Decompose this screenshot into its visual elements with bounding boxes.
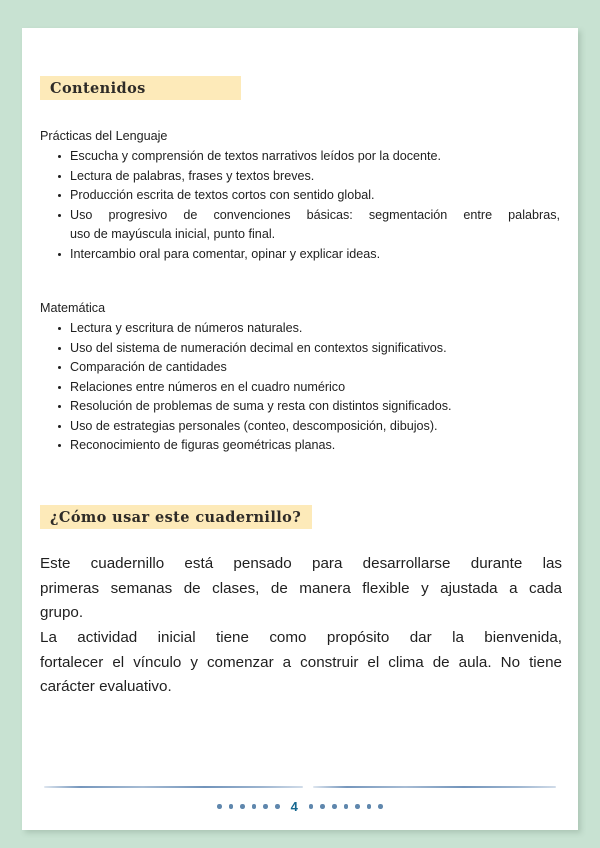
list-item-text-line-2: uso de mayúscula inicial, punto final.	[70, 227, 276, 242]
list-item-text: Relaciones entre números en el cuadro numérico	[70, 379, 346, 394]
body-text-block	[40, 552, 562, 700]
list-item-text: Escucha y comprensión de textos narrativos leídos por la docente.	[70, 149, 442, 163]
paragraph-1-line-2: primeras semanas de clases, de manera flexible y ajustada a cada	[40, 579, 562, 597]
list-item-text: Uso del sistema de numeración decimal en contextos significativos.	[70, 340, 447, 355]
page-number: 4	[290, 799, 298, 814]
footer-divider	[22, 784, 578, 790]
list-item-text: Resolución de problemas de suma y resta con distintos significados.	[70, 399, 452, 414]
bullet-list-matematica	[40, 319, 560, 456]
list-item	[40, 147, 560, 167]
footer-divider-right-segment	[313, 786, 556, 788]
list-item	[40, 358, 560, 378]
list-item	[40, 339, 560, 359]
list-item	[40, 245, 560, 265]
paragraph-1	[40, 552, 562, 626]
footer-dot	[217, 804, 222, 809]
paragraph-2-line-1: La actividad inicial tiene como propósito dar la bienvenida,	[40, 628, 562, 646]
footer-dot	[355, 804, 360, 809]
list-item-text: Comparación de cantidades	[70, 360, 227, 375]
list-item-text: Intercambio oral para comentar, opinar y explicar ideas.	[70, 246, 381, 261]
list-item	[40, 319, 560, 339]
list-item-text: Lectura y escritura de números naturales.	[70, 321, 303, 335]
section-heading-como-usar-label: ¿Cómo usar este cuadernillo?	[50, 508, 302, 526]
footer-dot	[309, 804, 314, 809]
group-matematica	[40, 300, 560, 456]
section-heading-contenidos-label: Contenidos	[50, 79, 146, 97]
paragraph-2-line-3: carácter evaluativo.	[40, 678, 172, 696]
footer-divider-left-segment	[44, 786, 303, 788]
footer-dot	[252, 804, 257, 809]
list-item-text: Lectura de palabras, frases y textos breves.	[70, 168, 315, 183]
section-heading-como-usar	[40, 505, 312, 529]
list-item-text: Reconocimiento de figuras geométricas planas.	[70, 438, 336, 453]
group-practicas-del-lenguaje	[40, 128, 560, 264]
footer-dot	[263, 804, 268, 809]
list-item	[40, 397, 560, 417]
footer-dot	[229, 804, 234, 809]
list-item	[40, 167, 560, 187]
group-title-lenguaje: Prácticas del Lenguaje	[40, 129, 168, 143]
list-item	[40, 378, 560, 398]
list-item-text: Uso de estrategias personales (conteo, descomposición, dibujos).	[70, 418, 438, 433]
footer-dot	[240, 804, 245, 809]
footer-dot	[320, 804, 325, 809]
footer-dot	[344, 804, 349, 809]
bullet-list-lenguaje	[40, 147, 560, 264]
list-item	[40, 436, 560, 456]
group-title-matematica: Matemática	[40, 301, 106, 315]
footer-dot	[275, 804, 280, 809]
list-item	[40, 186, 560, 206]
paragraph-2-line-2: fortalecer el vínculo y comenzar a construir el clima de aula. No tiene	[40, 653, 562, 671]
paragraph-2	[40, 626, 562, 700]
section-heading-contenidos	[40, 76, 241, 100]
list-item	[40, 417, 560, 437]
footer-dot	[378, 804, 383, 809]
list-item-text: Producción escrita de textos cortos con sentido global.	[70, 188, 375, 203]
document-page	[22, 28, 578, 830]
footer-dot	[367, 804, 372, 809]
list-item	[40, 206, 560, 245]
footer-dot	[332, 804, 337, 809]
paragraph-1-line-3: grupo.	[40, 604, 84, 622]
footer-page-indicator	[22, 800, 578, 813]
list-item-text-line-1: Uso progresivo de convenciones básicas: segmentación entre palabras,	[70, 207, 560, 222]
paragraph-1-line-1: Este cuadernillo está pensado para desarrollarse durante las	[40, 555, 562, 572]
